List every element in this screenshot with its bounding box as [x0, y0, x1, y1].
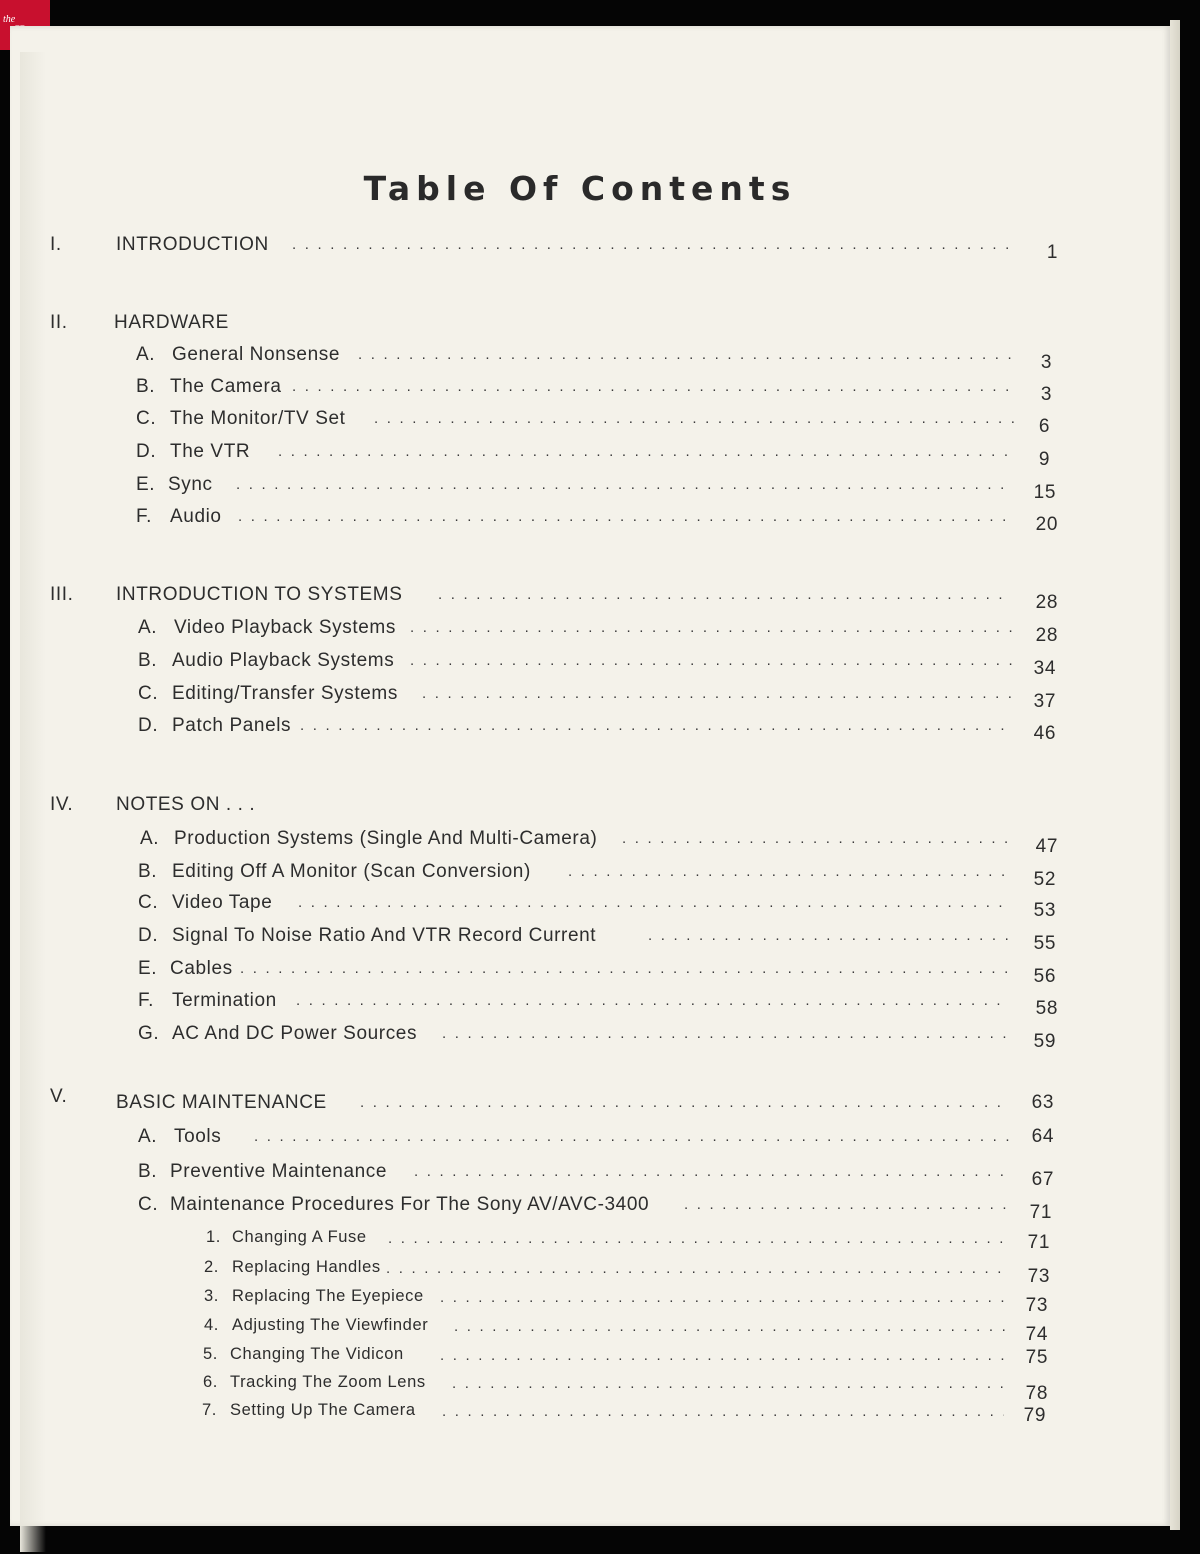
- dot-leader: [684, 1196, 1008, 1213]
- toc-entry: [10, 861, 1170, 891]
- section-title: BASIC MAINTENANCE: [116, 1092, 327, 1113]
- page-number: 37: [1033, 691, 1056, 712]
- dot-leader: [452, 1375, 1004, 1392]
- page-number: 75: [1025, 1347, 1048, 1368]
- dot-leader: [414, 1163, 1010, 1180]
- entry-letter: E.: [138, 958, 158, 979]
- section-title: INTRODUCTION TO SYSTEMS: [116, 584, 403, 605]
- page-number: 53: [1033, 900, 1056, 921]
- entry-title: AC And DC Power Sources: [172, 1023, 418, 1044]
- section-title: HARDWARE: [114, 312, 229, 333]
- entry-title: Editing Off A Monitor (Scan Conversion): [172, 861, 531, 882]
- entry-title: Maintenance Procedures For The Sony AV/AVC-3400: [170, 1194, 650, 1215]
- toc-subentry: [10, 1345, 1170, 1375]
- entry-letter: A.: [136, 344, 156, 365]
- dot-leader: [292, 378, 1014, 395]
- dot-leader: [440, 1289, 1006, 1306]
- subentry-number: 6.: [203, 1373, 218, 1391]
- dot-leader: [568, 863, 1012, 880]
- entry-letter: E.: [136, 474, 156, 495]
- page-number: 79: [1023, 1405, 1046, 1426]
- entry-title: Termination: [172, 990, 277, 1011]
- toc-entry: [10, 474, 1170, 504]
- page-number: 3: [1040, 352, 1052, 373]
- toc-entry: [10, 1126, 1170, 1156]
- page-number: 1: [1046, 242, 1058, 263]
- subentry-title: Changing The Vidicon: [230, 1345, 404, 1363]
- page-number: 73: [1025, 1295, 1048, 1316]
- page-number: 55: [1033, 933, 1056, 954]
- subentry-number: 1.: [206, 1228, 221, 1246]
- toc-subentry: [10, 1287, 1170, 1317]
- toc-entry: [10, 892, 1170, 922]
- page-number: 64: [1031, 1126, 1054, 1147]
- toc-entry: [10, 1161, 1170, 1191]
- entry-letter: B.: [138, 861, 158, 882]
- toc-subentry: [10, 1401, 1170, 1431]
- dot-leader: [440, 1347, 1006, 1364]
- subentry-title: Replacing The Eyepiece: [232, 1287, 424, 1305]
- toc-entry: [10, 344, 1170, 374]
- logo-the-text: the: [3, 14, 16, 25]
- toc-entry: [10, 925, 1170, 955]
- dot-leader: [292, 236, 1008, 253]
- toc-section-5: [10, 1086, 1170, 1122]
- entry-letter: A.: [140, 828, 160, 849]
- entry-letter: A.: [138, 1126, 158, 1147]
- entry-letter: D.: [136, 441, 157, 462]
- toc-subentry: [10, 1316, 1170, 1346]
- entry-title: General Nonsense: [172, 344, 341, 365]
- entry-letter: C.: [138, 1194, 159, 1215]
- entry-letter: B.: [138, 1161, 158, 1182]
- toc-entry: [10, 408, 1170, 438]
- page-number: 6: [1038, 416, 1050, 437]
- dot-leader: [296, 992, 1010, 1009]
- entry-title: Cables: [170, 958, 233, 979]
- subentry-number: 5.: [203, 1345, 218, 1363]
- dot-leader: [358, 346, 1014, 363]
- entry-title: Patch Panels: [172, 715, 292, 736]
- page-number: 58: [1035, 998, 1058, 1019]
- toc-subentry: [10, 1228, 1170, 1258]
- dot-leader: [622, 830, 1012, 847]
- section-title: NOTES ON . . .: [116, 794, 256, 815]
- entry-title: Production Systems (Single And Multi-Camera): [174, 828, 598, 849]
- page-number: 28: [1035, 592, 1058, 613]
- page-number: 59: [1033, 1031, 1056, 1052]
- dot-leader: [410, 619, 1014, 636]
- page-number: 73: [1027, 1266, 1050, 1287]
- entry-title: Signal To Noise Ratio And VTR Record Current: [172, 925, 597, 946]
- page-number: 74: [1025, 1324, 1048, 1345]
- page-number: 67: [1031, 1169, 1054, 1190]
- page-number: 20: [1035, 514, 1058, 535]
- dot-leader: [298, 894, 1012, 911]
- toc-entry: [10, 506, 1170, 536]
- page-number: 63: [1031, 1092, 1054, 1113]
- dot-leader: [454, 1318, 1006, 1335]
- dot-leader: [278, 443, 1014, 460]
- subentry-number: 7.: [202, 1401, 217, 1419]
- page-number: 15: [1033, 482, 1056, 503]
- toc-entry: [10, 617, 1170, 647]
- entry-letter: B.: [138, 650, 158, 671]
- dot-leader: [240, 960, 1010, 977]
- entry-title: Audio: [170, 506, 222, 527]
- page-edge: [1170, 20, 1180, 1530]
- page-number: 34: [1033, 658, 1056, 679]
- entry-letter: B.: [136, 376, 156, 397]
- toc-entry: [10, 715, 1170, 745]
- entry-letter: F.: [138, 990, 154, 1011]
- dot-leader: [374, 410, 1014, 427]
- toc-section-4: [10, 794, 1170, 824]
- entry-letter: A.: [138, 617, 158, 638]
- entry-title: Tools: [174, 1126, 222, 1147]
- toc-entry: [10, 441, 1170, 471]
- dot-leader: [236, 476, 1014, 493]
- subentry-title: Setting Up The Camera: [230, 1401, 416, 1419]
- entry-letter: G.: [138, 1023, 160, 1044]
- section-numeral: I.: [50, 234, 62, 255]
- page-number: 9: [1038, 449, 1050, 470]
- toc-subentry: [10, 1373, 1170, 1403]
- dot-leader: [410, 652, 1014, 669]
- entry-letter: F.: [136, 506, 152, 527]
- page-number: 46: [1033, 723, 1056, 744]
- section-numeral: II.: [50, 312, 68, 333]
- toc-entry: [10, 1194, 1170, 1224]
- toc-entry: [10, 650, 1170, 680]
- dot-leader: [386, 1260, 1006, 1277]
- dot-leader: [438, 586, 1012, 603]
- toc-entry: [10, 828, 1170, 858]
- entry-letter: C.: [138, 892, 159, 913]
- toc-entry: [10, 990, 1170, 1020]
- page-number: 71: [1027, 1232, 1050, 1253]
- dot-leader: [254, 1128, 1010, 1145]
- document-page: [10, 26, 1170, 1526]
- entry-letter: C.: [138, 683, 159, 704]
- entry-title: Video Tape: [172, 892, 273, 913]
- subentry-number: 2.: [204, 1258, 219, 1276]
- toc-section-2: [10, 312, 1170, 342]
- page-number: 78: [1025, 1383, 1048, 1404]
- toc-entry: [10, 683, 1170, 713]
- page-number: 3: [1040, 384, 1052, 405]
- subentry-title: Adjusting The Viewfinder: [232, 1316, 429, 1334]
- entry-title: The VTR: [170, 441, 251, 462]
- entry-letter: D.: [138, 715, 159, 736]
- entry-letter: C.: [136, 408, 157, 429]
- subentry-title: Changing A Fuse: [232, 1228, 367, 1246]
- entry-title: Editing/Transfer Systems: [172, 683, 398, 704]
- dot-leader: [648, 927, 1012, 944]
- toc-subentry: [10, 1258, 1170, 1288]
- entry-title: Sync: [168, 474, 213, 495]
- toc-section-1: [10, 234, 1170, 264]
- entry-title: Video Playback Systems: [174, 617, 396, 638]
- page-title: Table Of Contents: [363, 169, 797, 208]
- entry-title: The Camera: [170, 376, 282, 397]
- entry-letter: D.: [138, 925, 159, 946]
- page-number: 52: [1033, 869, 1056, 890]
- toc-entry: [10, 376, 1170, 406]
- subentry-title: Tracking The Zoom Lens: [230, 1373, 426, 1391]
- section-numeral: V.: [50, 1086, 68, 1107]
- page-number: 71: [1029, 1202, 1052, 1223]
- dot-leader: [442, 1025, 1010, 1042]
- page-number: 47: [1035, 836, 1058, 857]
- toc-section-3: [10, 584, 1170, 614]
- section-numeral: III.: [50, 584, 74, 605]
- subentry-number: 4.: [204, 1316, 219, 1334]
- page-number: 28: [1035, 625, 1058, 646]
- subentry-number: 3.: [204, 1287, 219, 1305]
- entry-title: The Monitor/TV Set: [170, 408, 346, 429]
- dot-leader: [238, 508, 1014, 525]
- entry-title: Audio Playback Systems: [172, 650, 395, 671]
- dot-leader: [442, 1403, 1004, 1420]
- dot-leader: [422, 685, 1014, 702]
- dot-leader: [300, 717, 1014, 734]
- page-number: 56: [1033, 966, 1056, 987]
- subentry-title: Replacing Handles: [232, 1258, 381, 1276]
- section-numeral: IV.: [50, 794, 74, 815]
- entry-title: Preventive Maintenance: [170, 1161, 388, 1182]
- dot-leader: [388, 1230, 1008, 1247]
- section-title: INTRODUCTION: [116, 234, 269, 255]
- toc-entry: [10, 1023, 1170, 1053]
- toc-entry: [10, 958, 1170, 988]
- dot-leader: [360, 1094, 1010, 1111]
